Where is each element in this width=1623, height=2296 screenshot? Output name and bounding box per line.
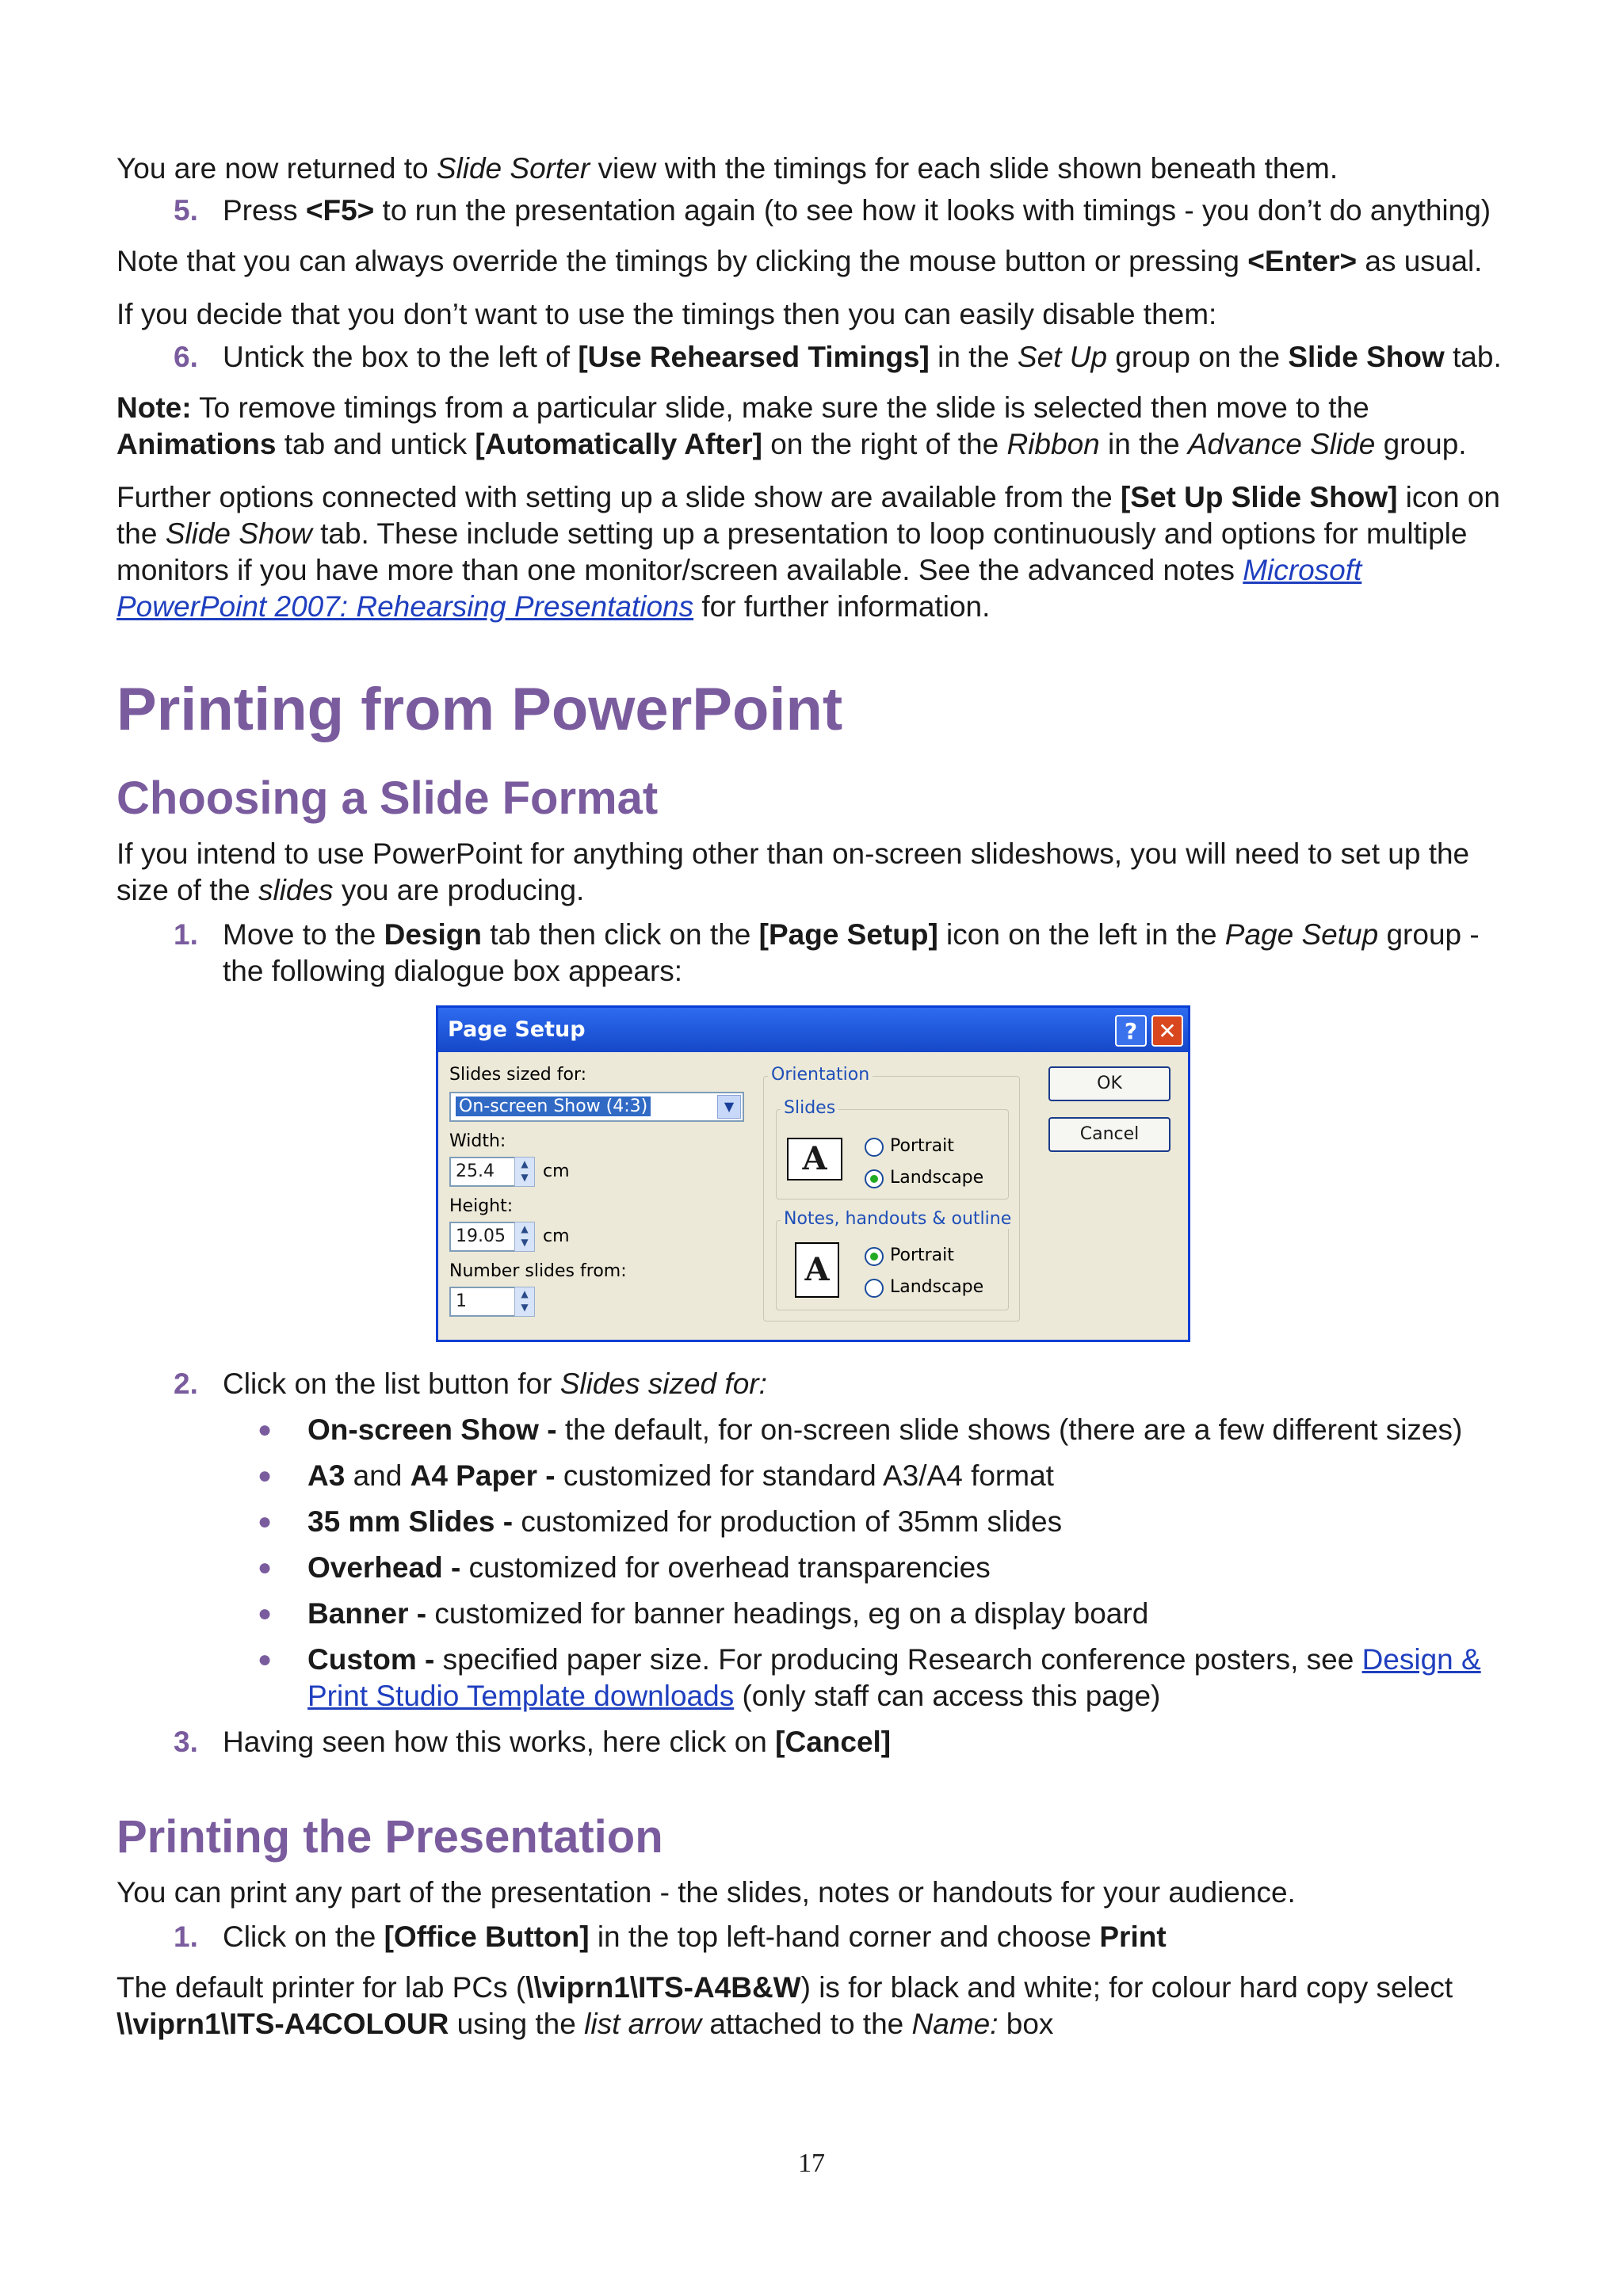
height-unit: cm (543, 1226, 570, 1246)
width-field[interactable]: 25.4 (449, 1157, 516, 1187)
format-step-3: 3. Having seen how this works, here click on [Cancel] (174, 1726, 892, 1758)
width-unit: cm (543, 1161, 570, 1181)
print-intro: You can print any part of the presentation - the slides, notes or handouts for your audience. (116, 1876, 1296, 1909)
intro-paragraph: You are now returned to Slide Sorter view with the timings for each slide shown beneath them. (116, 152, 1338, 185)
slides-landscape-radio[interactable] (865, 1169, 884, 1188)
ok-button[interactable]: OK (1048, 1066, 1170, 1101)
width-label: Width: (449, 1131, 506, 1151)
print-step-1: 1. Click on the [Office Button] in the top left-hand corner and choose Print (174, 1920, 1167, 1953)
notes-portrait-label: Portrait (890, 1245, 954, 1265)
bullet-item: ● Banner - customized for banner headings, eg on a display board (258, 1597, 1149, 1630)
notes-landscape-radio[interactable] (865, 1279, 884, 1298)
notes-landscape-label: Landscape (890, 1277, 984, 1297)
format-intro: If you intend to use PowerPoint for anything other than on-screen slideshows, you will need to set up the size of the slides you are producing. (116, 837, 1470, 906)
bullet-item: ● A3 and A4 Paper - customized for standard A3/A4 format (258, 1459, 1054, 1492)
slides-portrait-radio[interactable] (865, 1138, 884, 1157)
slides-portrait-label: Portrait (890, 1136, 954, 1156)
height-spinner-icon[interactable]: ▲ ▼ (514, 1222, 535, 1252)
number-slides-label: Number slides from: (449, 1261, 627, 1281)
bullet-item: ● Overhead - customized for overhead transparencies (258, 1551, 991, 1584)
number-slides-field[interactable]: 1 (449, 1287, 516, 1317)
template-downloads-link[interactable]: Design & Print Studio Template downloads (307, 1643, 1481, 1712)
page-setup-dialog (436, 1005, 1190, 1342)
notes-portrait-radio[interactable] (865, 1247, 884, 1266)
close-button[interactable]: ✕ (1151, 1015, 1183, 1047)
slides-sized-value: On-screen Show (4:3) (456, 1097, 651, 1116)
help-button[interactable]: ? (1115, 1015, 1147, 1047)
note-paragraph: Note: To remove timings from a particular slide, make sure the slide is selected then move to the Animations tab and untick [Automatically After] on the right of the Ribbon in the Advance Slide group. (116, 391, 1467, 460)
page-number: 17 (798, 2149, 825, 2178)
subsection-heading-format: Choosing a Slide Format (116, 772, 659, 824)
landscape-page-icon: A (787, 1138, 842, 1180)
override-paragraph: Note that you can always override the timings by clicking the mouse button or pressing <Enter> as usual. (116, 245, 1483, 277)
number-spinner-icon[interactable]: ▲ ▼ (514, 1287, 535, 1317)
cancel-button[interactable]: Cancel (1048, 1117, 1170, 1152)
bullet-item: ● 35 mm Slides - customized for production of 35mm slides (258, 1505, 1063, 1538)
section-heading: Printing from PowerPoint (116, 676, 843, 743)
rehearsing-presentations-link[interactable]: Microsoft PowerPoint 2007: Rehearsing Presentations (116, 554, 1362, 623)
bullet-item-custom: ● Custom - specified paper size. For producing Research conference posters, see Design & Print Studio Template downloads (only staff can access this page) (258, 1643, 1481, 1712)
width-spinner-icon[interactable]: ▲ ▼ (514, 1157, 535, 1187)
format-step-1: 1. Move to the Design tab then click on the [Page Setup] icon on the left in the Page Setup group - the following dialogue box appears: (174, 918, 1480, 987)
bullet-item: ● On-screen Show - the default, for on-screen slide shows (there are a few different sizes) (258, 1413, 1463, 1446)
dialog-title: Page Setup (438, 1008, 1188, 1052)
height-label: Height: (449, 1196, 514, 1216)
document-page (116, 151, 1511, 2059)
height-field[interactable]: 19.05 (449, 1222, 516, 1252)
subsection-heading-print: Printing the Presentation (116, 1811, 663, 1863)
slides-sized-combo[interactable] (449, 1092, 744, 1122)
slides-group-label: Slides (781, 1098, 838, 1118)
slides-landscape-label: Landscape (890, 1168, 984, 1188)
step-6: 6. Untick the box to the left of [Use Rehearsed Timings] in the Set Up group on the Slide Show tab. (174, 341, 1502, 373)
format-step-2: 2. Click on the list button for Slides sized for: (174, 1367, 767, 1400)
slides-sized-label: Slides sized for: (449, 1065, 587, 1085)
step-5: 5. Press <F5> to run the presentation again (to see how it looks with timings - you don’t do anything) (174, 194, 1491, 227)
portrait-page-icon: A (795, 1242, 839, 1298)
disable-paragraph: If you decide that you don’t want to use the timings then you can easily disable them: (116, 298, 1217, 330)
printer-paragraph: The default printer for lab PCs (\\viprn1\ITS-A4B&W) is for black and white; for colour hard copy select \\viprn1\ITS-A4COLOUR using the list arrow attached to the Name: box (116, 1971, 1453, 2040)
orientation-label: Orientation (768, 1065, 873, 1085)
further-options-paragraph: Further options connected with setting up a slide show are available from the [Set Up Slide Show] icon on the Slide Show tab. These include setting up a presentation to loop continuously and options for multiple monitors if you have more than one monitor/screen available. See the advanced notes Microsoft PowerPoint 2007: Rehearsing Presentations for further information. (116, 481, 1500, 623)
notes-group-label: Notes, handouts & outline (781, 1209, 1014, 1229)
chevron-down-icon[interactable]: ▼ (717, 1095, 741, 1119)
